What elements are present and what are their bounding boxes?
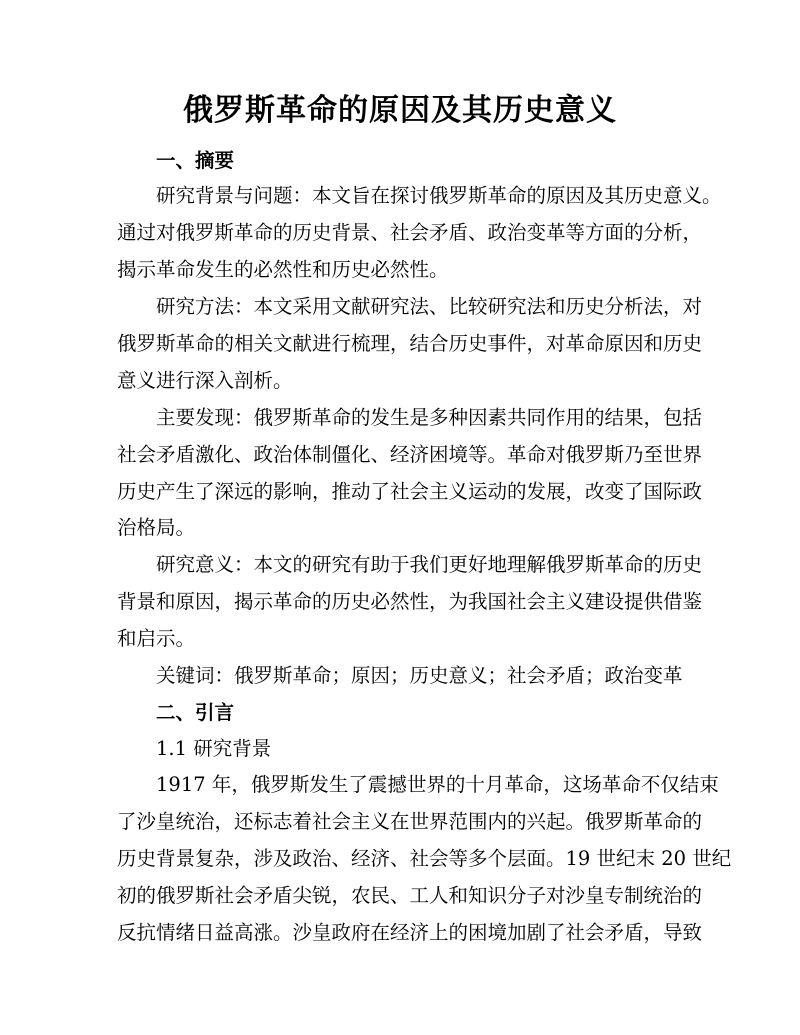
findings-line: 历史产生了深远的影响，推动了社会主义运动的发展，改变了国际政 — [117, 480, 703, 503]
abstract-heading: 一、摘要 — [156, 149, 235, 172]
method-line: 研究方法：本文采用文献研究法、比较研究法和历史分析法，对 — [156, 295, 703, 318]
findings-line: 主要发现：俄罗斯革命的发生是多种因素共同作用的结果，包括 — [156, 406, 703, 429]
document-title: 俄罗斯革命的原因及其历史意义 — [183, 93, 617, 128]
abstract-line: 研究背景与问题：本文旨在探讨俄罗斯革命的原因及其历史意义。 — [156, 184, 722, 207]
intro-heading: 二、引言 — [156, 701, 235, 724]
background-line: 反抗情绪日益高涨。沙皇政府在经济上的困境加剧了社会矛盾，导致 — [117, 921, 703, 944]
findings-line: 治格局。 — [117, 516, 196, 539]
abstract-line: 通过对俄罗斯革命的历史背景、社会矛盾、政治变革等方面的分析， — [117, 221, 703, 244]
background-line: 了沙皇统治，还标志着社会主义在世界范围内的兴起。俄罗斯革命的 — [117, 810, 703, 833]
background-line: 1917 年，俄罗斯发生了震撼世界的十月革命，这场革命不仅结束 — [156, 773, 719, 796]
abstract-line: 揭示革命发生的必然性和历史必然性。 — [117, 258, 449, 281]
background-line: 历史背景复杂，涉及政治、经济、社会等多个层面。19 世纪末 20 世纪 — [117, 847, 732, 870]
background-line: 初的俄罗斯社会矛盾尖锐，农民、工人和知识分子对沙皇专制统治的 — [117, 884, 703, 907]
subsection-heading: 1.1 研究背景 — [156, 737, 272, 760]
significance-line: 背景和原因，揭示革命的历史必然性，为我国社会主义建设提供借鉴 — [117, 590, 703, 613]
findings-line: 社会矛盾激化、政治体制僵化、经济困境等。革命对俄罗斯乃至世界 — [117, 443, 703, 466]
keywords-line: 关键词：俄罗斯革命；原因；历史意义；社会矛盾；政治变革 — [156, 664, 683, 687]
significance-line: 研究意义：本文的研究有助于我们更好地理解俄罗斯革命的历史 — [156, 553, 703, 576]
significance-line: 和启示。 — [117, 627, 196, 650]
method-line: 俄罗斯革命的相关文献进行梳理，结合历史事件，对革命原因和历史 — [117, 332, 703, 355]
method-line: 意义进行深入剖析。 — [117, 369, 293, 392]
